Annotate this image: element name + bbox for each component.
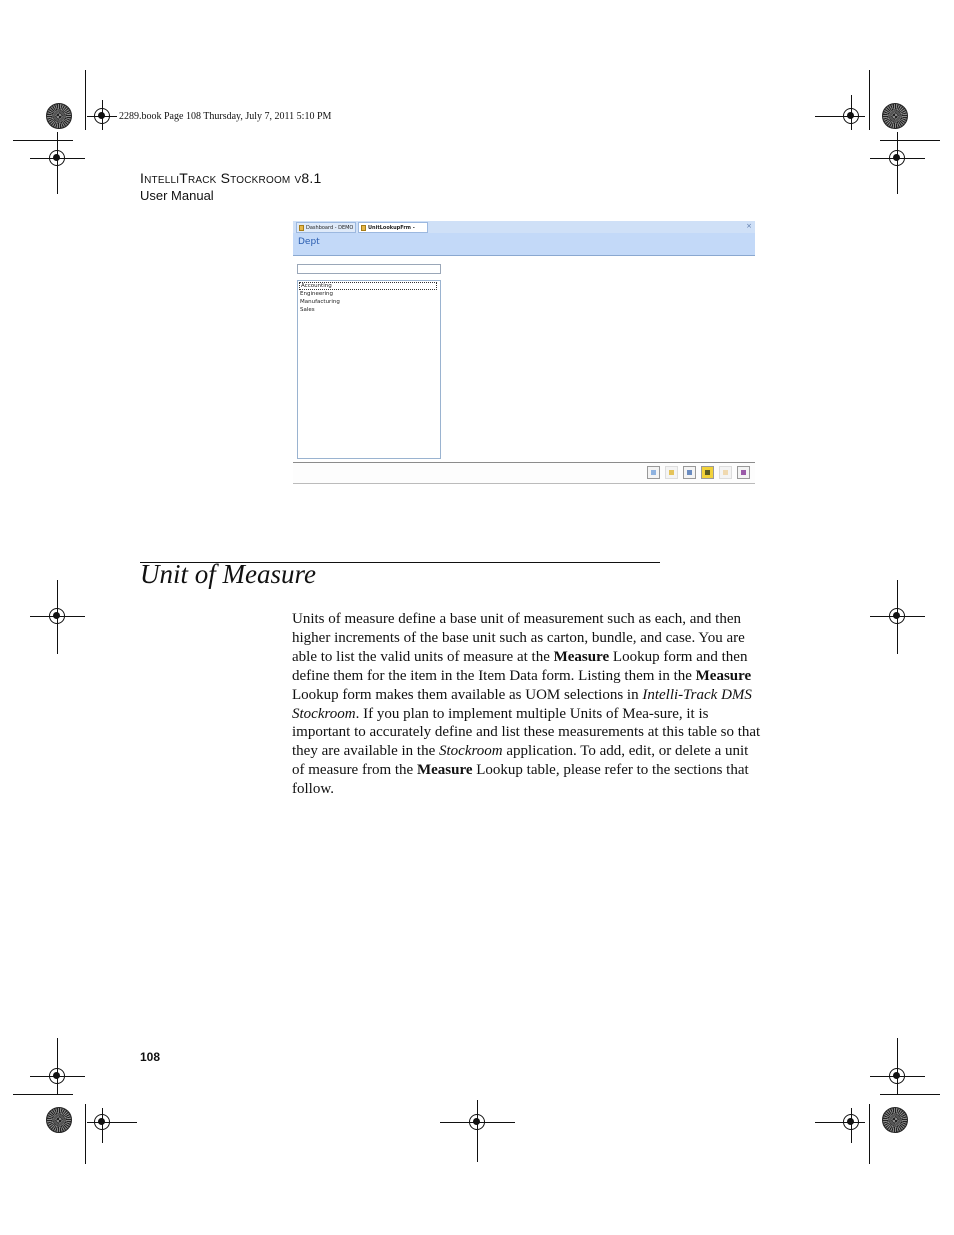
list-item[interactable]: Manufacturing [300, 299, 340, 305]
exit-button[interactable] [737, 466, 750, 479]
undo-button[interactable] [719, 466, 732, 479]
body-paragraph [292, 610, 762, 799]
text-run: . If you plan to implement multiple Units of Mea-sure, it is important to accurately define and list these measurements at this table so that they are available in the [292, 705, 761, 760]
new-record-button[interactable] [647, 466, 660, 479]
section-title: Unit of Measure [140, 559, 316, 589]
save-record-icon [687, 470, 692, 475]
exit-icon [741, 470, 746, 475]
edit-record-icon [669, 470, 674, 475]
bold-term: Measure [553, 648, 610, 665]
list-item[interactable]: Accounting [299, 282, 437, 290]
text-run: Lookup form and then define them for the item in the Item Data form. Listing them in the [292, 648, 748, 684]
folder-icon [361, 225, 366, 231]
tab-bar [293, 221, 755, 233]
body-text [292, 610, 762, 799]
delete-record-icon [705, 470, 710, 475]
list-item[interactable]: Sales [300, 307, 315, 313]
tab-dashboard[interactable] [296, 222, 356, 233]
running-head-title: IntelliTrack Stockroom v8.1 [140, 170, 322, 186]
page-number: 108 [140, 1050, 161, 1064]
form-title: Dept [298, 237, 320, 247]
delete-record-button[interactable] [701, 466, 714, 479]
running-head-subtitle: User Manual [140, 188, 214, 203]
tab-label: UnitLookupFrm - [368, 225, 415, 231]
form-header [293, 233, 755, 256]
search-input[interactable] [297, 264, 441, 274]
new-record-icon [651, 470, 656, 475]
tab-label: Dashboard - DEMO [306, 225, 354, 231]
close-icon[interactable]: × [746, 222, 752, 230]
lookup-list[interactable] [297, 280, 441, 459]
record-toolbar [293, 462, 755, 484]
save-record-button[interactable] [683, 466, 696, 479]
tab-unit-lookup[interactable] [358, 222, 428, 233]
bold-term: Measure [695, 667, 752, 684]
undo-icon [723, 470, 728, 475]
slug-line: 2289.book Page 108 Thursday, July 7, 2011 5:10 PM [119, 111, 332, 122]
text-run: Lookup form makes them available as UOM selections in [292, 686, 643, 703]
list-item[interactable]: Engineering [300, 291, 333, 297]
text-run: Units of measure define a base unit of measurement such as each, and then higher increments of the base unit such as carton, bundle, and case. You are able to list the valid units of measure at the [292, 611, 745, 665]
text-run: Lookup table, please refer to the sections that follow. [292, 762, 749, 798]
italic-term: Stockroom [439, 743, 503, 760]
edit-record-button[interactable] [665, 466, 678, 479]
folder-icon [299, 225, 304, 231]
italic-term: Intelli-Track DMS Stockroom [292, 686, 752, 722]
bold-term: Measure [416, 762, 473, 779]
lookup-form-screenshot [293, 221, 755, 484]
text-run: application. To add, edit, or delete a unit of measure from the [292, 743, 749, 779]
